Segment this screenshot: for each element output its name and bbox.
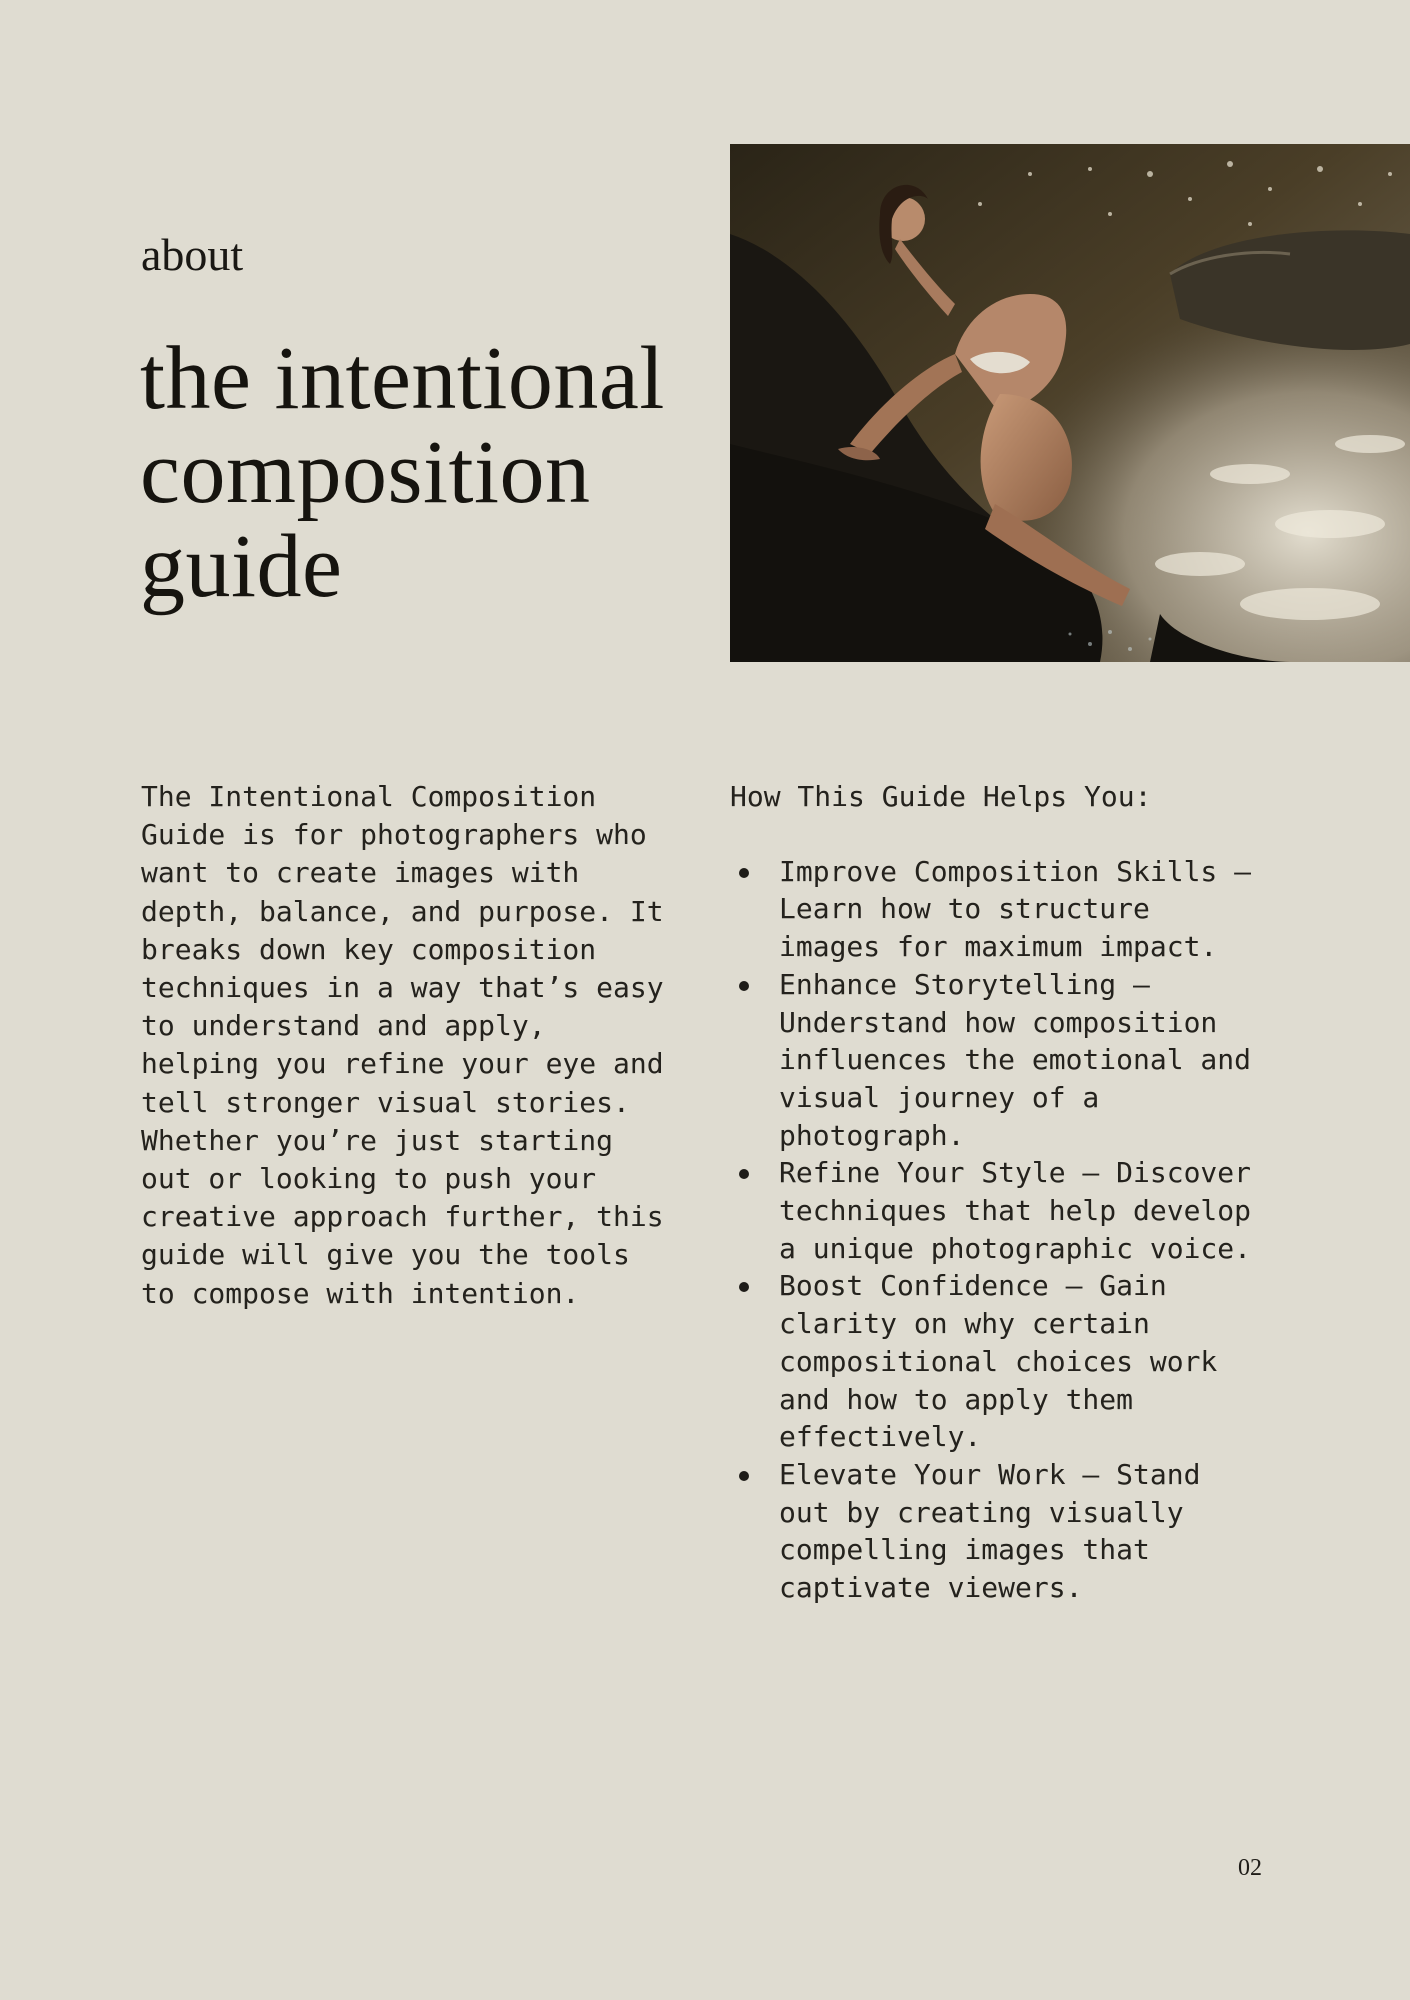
benefit-line: a unique photographic voice.	[779, 1231, 1252, 1265]
intro-line: out or looking to push your	[141, 1162, 597, 1196]
benefit-line: techniques that help develop	[779, 1194, 1252, 1228]
benefit-line: compelling images that	[779, 1533, 1150, 1567]
intro-line: Guide is for photographers who	[141, 818, 647, 852]
intro-paragraph	[141, 778, 701, 1313]
intro-line: guide will give you the tools	[141, 1238, 630, 1272]
section-eyebrow: about	[141, 229, 244, 280]
intro-line: techniques in a way that’s easy	[141, 971, 664, 1005]
bullet-icon	[739, 1471, 749, 1481]
bullet-icon	[739, 868, 749, 878]
bullet-icon	[739, 981, 749, 991]
intro-line: to compose with intention.	[141, 1276, 580, 1310]
benefit-item	[730, 1456, 1360, 1607]
benefit-item	[730, 1267, 1360, 1456]
benefit-item	[730, 966, 1360, 1155]
benefit-line: Elevate Your Work – Stand	[779, 1457, 1201, 1491]
benefits-list	[730, 853, 1360, 1607]
benefit-line: out by creating visually	[779, 1495, 1184, 1529]
benefit-line: Boost Confidence – Gain	[779, 1269, 1167, 1303]
benefit-line: Learn how to structure	[779, 892, 1150, 926]
page-title	[140, 329, 700, 616]
intro-line: creative approach further, this	[141, 1200, 664, 1234]
hero-photo	[730, 144, 1410, 662]
benefits-heading: How This Guide Helps You:	[730, 780, 1152, 813]
benefit-line: clarity on why certain	[779, 1307, 1150, 1341]
benefit-line: Enhance Storytelling –	[779, 967, 1150, 1001]
page-number: 02	[1238, 1855, 1262, 1881]
intro-line: helping you refine your eye and	[141, 1047, 664, 1081]
hero-photo-illustration	[730, 144, 1410, 662]
page-title-line: the intentional	[140, 329, 665, 428]
intro-line: want to create images with	[141, 856, 580, 890]
benefit-line: visual journey of a	[779, 1080, 1100, 1114]
intro-line: The Intentional Composition	[141, 780, 597, 813]
benefit-line: photograph.	[779, 1118, 965, 1152]
intro-line: tell stronger visual stories.	[141, 1085, 630, 1119]
intro-line: to understand and apply,	[141, 1009, 546, 1043]
benefit-line: and how to apply them	[779, 1382, 1134, 1416]
benefit-line: images for maximum impact.	[779, 930, 1218, 964]
benefit-line: influences the emotional and	[779, 1043, 1252, 1077]
benefit-item	[730, 853, 1360, 966]
bullet-icon	[739, 1282, 749, 1292]
page-title-line: composition	[140, 423, 591, 522]
intro-line: Whether you’re just starting	[141, 1123, 614, 1157]
page-title-line: guide	[140, 517, 343, 616]
benefit-line: Understand how composition	[779, 1005, 1218, 1039]
bullet-icon	[739, 1169, 749, 1179]
benefit-line: Refine Your Style – Discover	[779, 1156, 1252, 1190]
benefit-line: captivate viewers.	[779, 1571, 1083, 1605]
benefits-section	[730, 778, 1360, 1607]
intro-line: breaks down key composition	[141, 932, 597, 966]
intro-line: depth, balance, and purpose. It	[141, 894, 664, 928]
benefit-item	[730, 1154, 1360, 1267]
benefit-line: effectively.	[779, 1420, 982, 1454]
benefit-line: compositional choices work	[779, 1344, 1218, 1378]
benefit-line: Improve Composition Skills –	[779, 854, 1252, 888]
